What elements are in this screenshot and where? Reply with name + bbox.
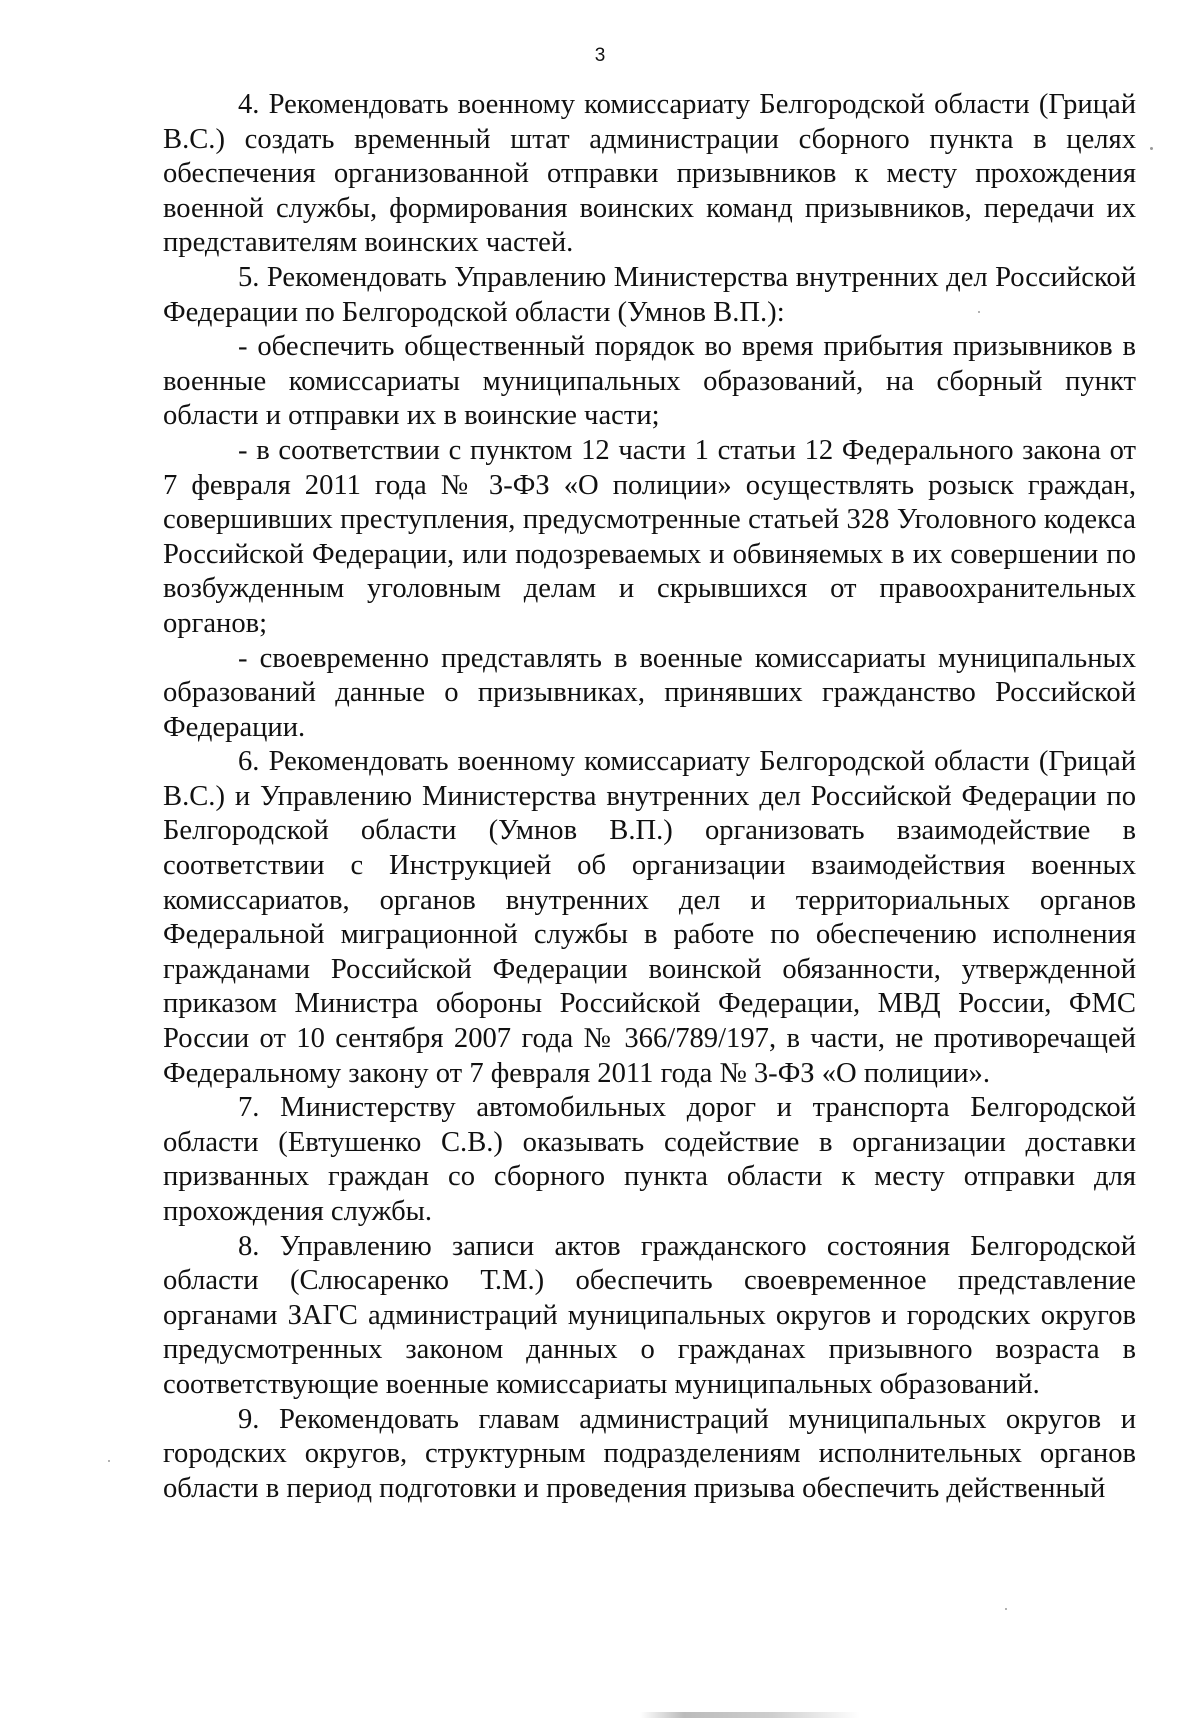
paragraph-item-5-bullet-1: - обеспечить общественный порядок во время прибытия призывников в военные комиссариаты муниципальных образований, на сборный пункт области и отправки их в воинские части; [163,331,1136,432]
paragraph-item-5-bullet-2: - в соответствии с пунктом 12 части 1 статьи 12 Федерального закона от 7 февраля 2011 года № 3-ФЗ «О полиции» осуществлять розыск граждан, совершивших преступления, предусмотренные статьей 328 Уголовного кодекса Российской Федерации, или подозреваемых и обвиняемых в их совершении по возбужденным уголовным делам и скрывшихся от правоохранительных органов; [163,434,1136,639]
paragraph-item-9: 9. Рекомендовать главам администраций муниципальных округов и городских округов, структурным подразделениям исполнительных органов области в период подготовки и проведения призыва обеспечить действенный [163,1403,1136,1504]
paragraph-item-6: 6. Рекомендовать военному комиссариату Белгородской области (Грицай В.С.) и Управлению Министерства внутренних дел Российской Федерации по Белгородской области (Умнов В.П.) организовать взаимодействие в соответствии с Инструкцией об организации взаимодействия военных комиссариатов, органов внутренних дел и территориальных органов Федеральной миграционной службы в работе по обеспечению исполнения гражданами Российской Федерации воинской обязанности, утвержденной приказом Министра обороны Российской Федерации, МВД России, ФМС России от 10 сентября 2007 года № 366/789/197, в части, не противоречащей Федеральному закону от 7 февраля 2011 года № 3-ФЗ «О полиции». [163,746,1136,1089]
paragraph-item-4: 4. Рекомендовать военному комиссариату Белгородской области (Грицай В.С.) создать временный штат администрации сборного пункта в целях обеспечения организованной отправки призывников к месту прохождения военной службы, формирования воинских команд призывников, передачи их представителям воинских частей. [163,89,1136,259]
document-body [163,88,1136,1506]
scan-speck [108,1460,110,1462]
paragraph-item-8: 8. Управлению записи актов гражданского состояния Белгородской области (Слюсаренко Т.М.) обеспечить своевременное представление органами ЗАГС администраций муниципальных округов и городских округов предусмотренных законом данных о гражданах призывного возраста в соответствующие военные комиссариаты муниципальных образований. [163,1230,1136,1400]
scan-speck [1005,1608,1007,1610]
paragraph-item-5: 5. Рекомендовать Управлению Министерства внутренних дел Российской Федерации по Белгородской области (Умнов В.П.): [163,261,1136,328]
scan-speck [1150,147,1153,150]
paragraph-item-5-bullet-3: - своевременно представлять в военные комиссариаты муниципальных образований данные о призывниках, принявших гражданство Российской Федерации. [163,642,1136,743]
scan-speck [978,311,980,313]
scan-artifact [640,1712,860,1718]
page-number: 3 [594,45,606,66]
paragraph-item-7: 7. Министерству автомобильных дорог и транспорта Белгородской области (Евтушенко С.В.) оказывать содействие в организации доставки призванных граждан со сборного пункта области к месту отправки для прохождения службы. [163,1092,1136,1227]
